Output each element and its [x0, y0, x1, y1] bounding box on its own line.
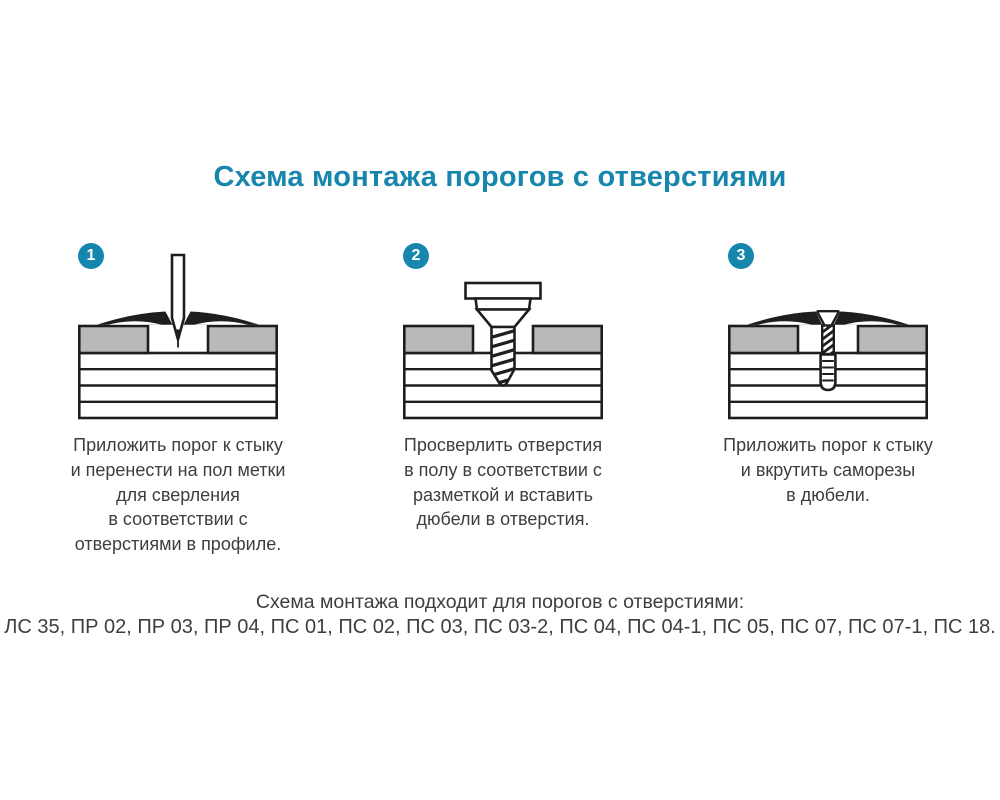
- screw-dowel-diagram: [728, 248, 928, 420]
- caption-line: Просверлить отверстия: [403, 435, 603, 455]
- caption-line: и перенести на пол метки: [70, 459, 286, 480]
- awl-marking-diagram: [78, 248, 278, 420]
- footer-note: Схема монтажа подходит для порогов с отверстиями:: [255, 591, 745, 613]
- caption-line: Приложить порог к стыку: [723, 435, 933, 455]
- caption-line: дюбели в отверстия.: [416, 509, 590, 530]
- step-caption: [348, 433, 658, 532]
- caption-line: разметкой и вставить: [413, 484, 593, 505]
- step-caption: [673, 433, 983, 507]
- footer-model-list: ЛС 35, ПР 02, ПР 03, ПР 04, ПС 01, ПС 02, ПС 03, ПС 03-2, ПС 04, ПС 04-1, ПС 05, ПС 07, ПС 07-1, ПС 18.: [4, 616, 996, 638]
- step-panel-3: [698, 240, 958, 570]
- caption-line: в дюбели.: [786, 484, 870, 505]
- caption-line: в полу в соответствии с: [404, 459, 602, 480]
- step-panel-1: [48, 240, 308, 570]
- caption-line: для сверления: [116, 484, 240, 505]
- caption-line: в соответствии с: [108, 509, 248, 530]
- caption-line: Приложить порог к стыку: [73, 435, 283, 455]
- step-number-badge: 2: [403, 243, 429, 269]
- step-number-badge: 1: [78, 243, 104, 269]
- step-number-badge: 3: [728, 243, 754, 269]
- marking-awl-icon: [172, 255, 184, 348]
- step-caption: [23, 433, 333, 557]
- dowel-icon: [821, 355, 836, 391]
- caption-line: отверстиями в профиле.: [74, 534, 282, 555]
- step-panel-2: [373, 240, 633, 570]
- drill-diagram: [403, 248, 603, 420]
- caption-line: и вкрутить саморезы: [740, 459, 916, 480]
- page-title: Схема монтажа порогов с отверстиями: [213, 161, 787, 193]
